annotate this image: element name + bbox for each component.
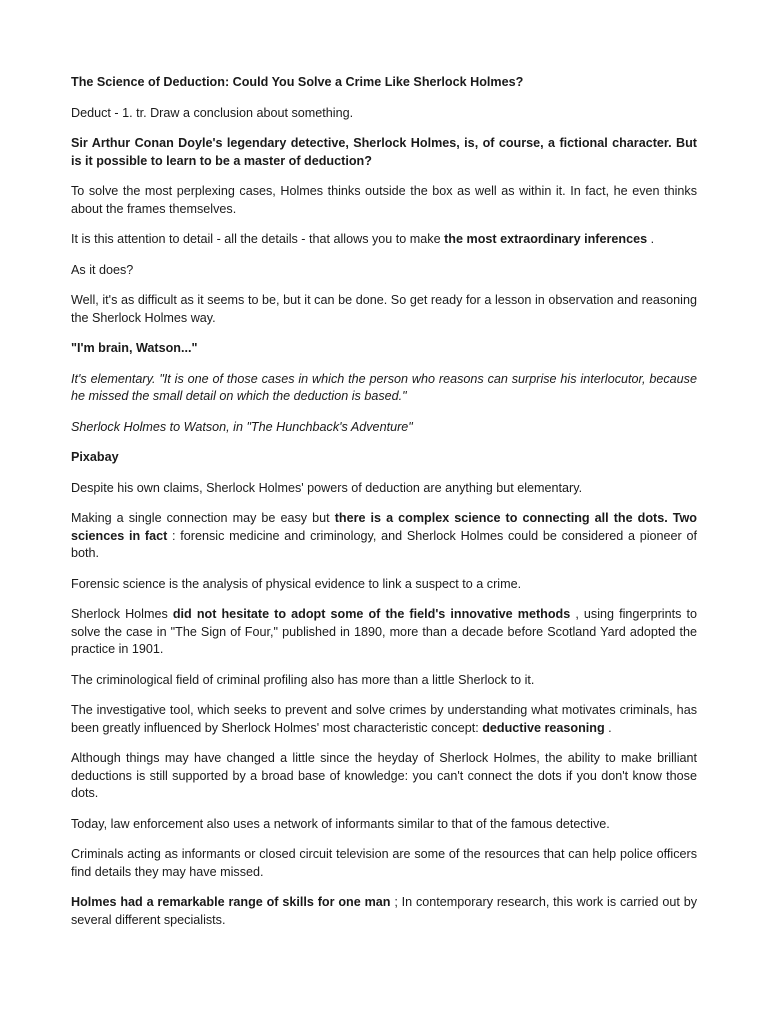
- paragraph-text: : forensic medicine and criminology, and Sherlock Holmes could be considered a pioneer of both.: [71, 528, 697, 560]
- paragraph: Criminals acting as informants or closed circuit television are some of the resources that can help police officers find details they may have missed.: [71, 847, 697, 879]
- paragraph: [71, 231, 697, 249]
- document-page: [71, 74, 697, 942]
- paragraph-emphasis: deductive reasoning: [482, 720, 605, 735]
- paragraph-text: .: [647, 232, 655, 246]
- paragraph-emphasis: did not hesitate to adopt some of the field's innovative methods: [172, 607, 571, 621]
- paragraph: To solve the most perplexing cases, Holmes thinks outside the box as well as within it. In fact, he even thinks about the frames themselves.: [71, 184, 697, 216]
- paragraph-emphasis: there is a complex science to connecting all the dots. Two sciences in fact: [71, 511, 698, 543]
- definition-text: Deduct - 1. tr. Draw a conclusion about something.: [71, 105, 354, 120]
- paragraph-text: , using fingerprints to solve the case in "The Sign of Four," published in 1890, more than a decade before Scotland Yard adopted the practice in 1901.: [71, 607, 697, 656]
- paragraph-emphasis: the most extraordinary inferences: [444, 232, 648, 246]
- paragraph: [71, 606, 697, 659]
- paragraph-text: Sherlock Holmes: [71, 607, 173, 621]
- quote-text: It's elementary. "It is one of those cases in which the person who reasons can surprise his interlocutor, because he missed the small detail on which the deduction is based.": [71, 371, 697, 403]
- paragraph-emphasis: Holmes had a remarkable range of skills for one man: [71, 895, 391, 909]
- paragraph-text: The investigative tool, which seeks to prevent and solve crimes by understanding what motivates criminals, has been greatly influenced by Sherlock Holmes' most characteristic concept:: [71, 703, 697, 735]
- paragraph-text: ; In contemporary research, this work is carried out by several different specialists.: [71, 895, 697, 927]
- paragraph: Despite his own claims, Sherlock Holmes' powers of deduction are anything but elementary.: [71, 480, 583, 495]
- paragraph: The criminological field of criminal profiling also has more than a little Sherlock to it.: [71, 672, 535, 687]
- paragraph-text: It is this attention to detail - all the details - that allows you to make: [71, 232, 445, 246]
- paragraph: [71, 894, 697, 929]
- quote-source: Sherlock Holmes to Watson, in "The Hunchback's Adventure": [71, 419, 413, 434]
- paragraph: Although things may have changed a little since the heyday of Sherlock Holmes, the ability to make brilliant deductions is still supported by a broad base of knowledge: you can't connect the dots if you don't know those dots.: [71, 751, 697, 800]
- subheading: "I'm brain, Watson...": [71, 341, 198, 355]
- paragraph: Forensic science is the analysis of physical evidence to link a suspect to a crime.: [71, 576, 522, 591]
- paragraph: As it does?: [71, 262, 134, 277]
- lead-paragraph: Sir Arthur Conan Doyle's legendary detective, Sherlock Holmes, is, of course, a fictional character. But is it possible to learn to be a master of deduction?: [71, 136, 697, 168]
- paragraph-text: Making a single connection may be easy but: [71, 511, 335, 525]
- paragraph: Today, law enforcement also uses a network of informants similar to that of the famous detective.: [71, 816, 610, 831]
- paragraph-text: .: [604, 720, 612, 735]
- document-title: The Science of Deduction: Could You Solve a Crime Like Sherlock Holmes?: [71, 75, 524, 89]
- paragraph: [71, 510, 697, 563]
- paragraph: Well, it's as difficult as it seems to be, but it can be done. So get ready for a lesson in observation and reasoning the Sherlock Holmes way.: [71, 293, 697, 325]
- paragraph: [71, 702, 697, 737]
- image-credit: Pixabay: [71, 450, 119, 464]
